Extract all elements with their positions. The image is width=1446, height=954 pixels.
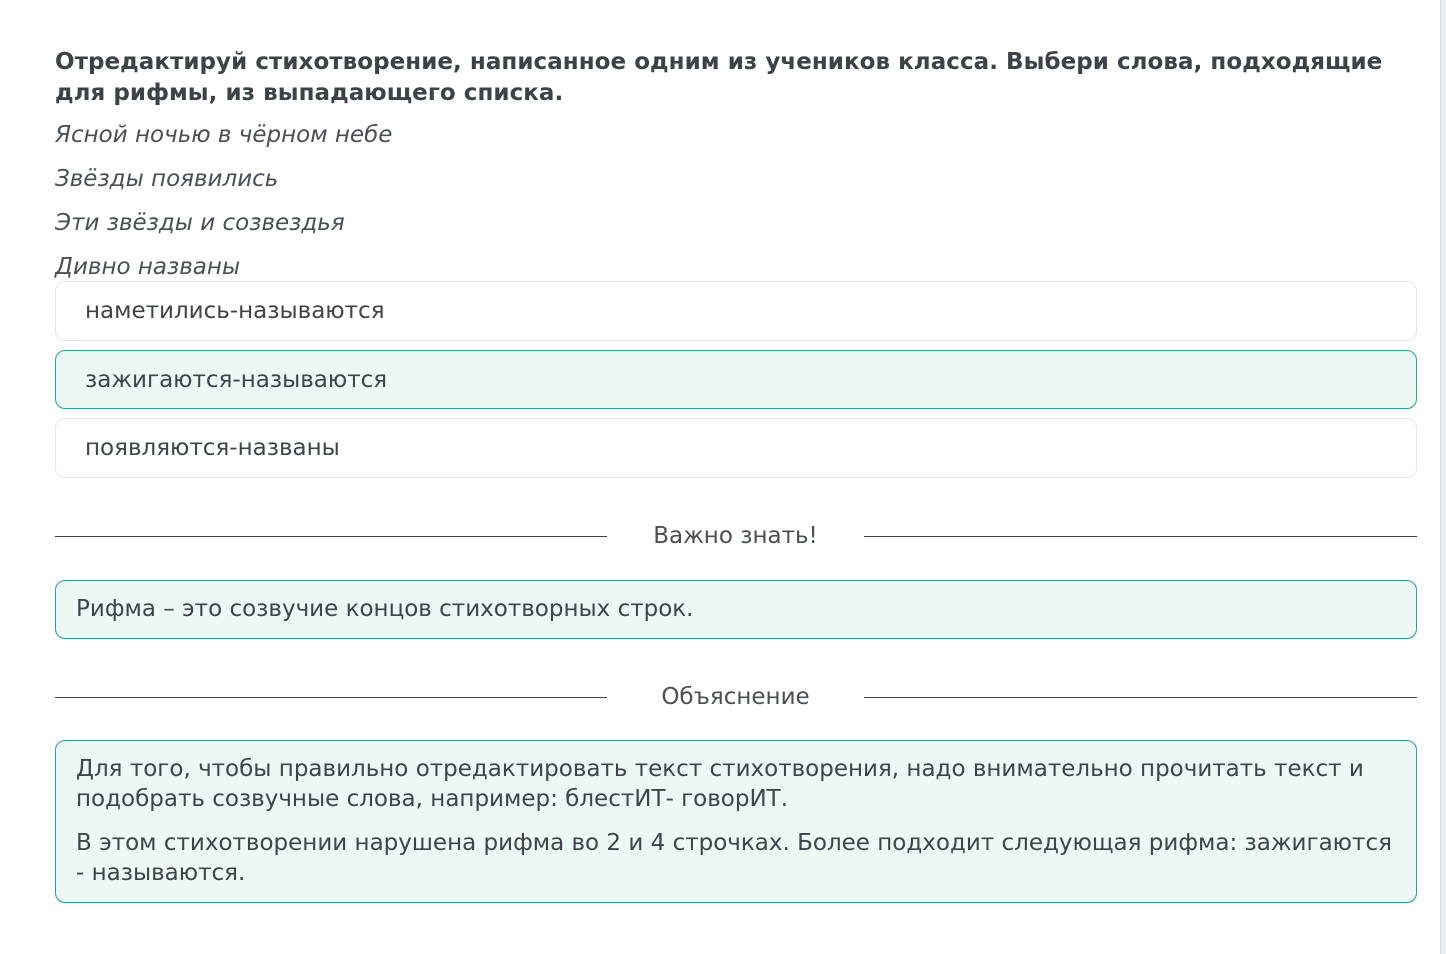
important-header — [55, 516, 1417, 556]
explanation-heading: Объяснение — [661, 684, 810, 710]
rhyme-definition-box — [55, 580, 1417, 639]
exercise-content — [55, 47, 1417, 903]
task-instruction: Отредактируй стихотворение, написанное одним из учеников класса. Выбери слова, подходящие для рифмы, из выпадающего списка. — [55, 49, 1383, 106]
divider-left — [55, 697, 607, 698]
answer-option-2-selected[interactable]: зажигаются-называются — [55, 350, 1417, 409]
answer-option-1[interactable]: наметились-называются — [55, 281, 1417, 341]
poem-line-4: Дивно названы — [55, 254, 241, 280]
poem-line-2: Звёзды появились — [55, 166, 279, 192]
divider-right — [864, 697, 1417, 698]
explanation-paragraph-1: Для того, чтобы правильно отредактировать текст стихотворения, надо внимательно прочитать текст и подобрать созвучные слова, например: блестИТ- говорИТ. — [76, 756, 1364, 812]
answer-option-3[interactable]: появляются-названы — [55, 418, 1417, 478]
divider-left — [55, 536, 607, 537]
explanation-paragraph-2: В этом стихотворении нарушена рифма во 2 и 4 строчках. Более подходит следующая рифма: зажигаются - называются. — [76, 830, 1392, 886]
explanation-header — [55, 677, 1417, 717]
divider-right — [864, 536, 1417, 537]
poem-line-3: Эти звёзды и созвездья — [55, 210, 345, 236]
explanation-box — [55, 740, 1417, 903]
rhyme-definition-text: Рифма – это созвучие концов стихотворных строк. — [76, 596, 694, 622]
important-heading: Важно знать! — [653, 523, 818, 549]
scrollbar-track[interactable] — [1440, 0, 1446, 954]
answer-dropdown-list — [55, 281, 1417, 478]
poem — [55, 121, 1417, 283]
poem-line-1: Ясной ночью в чёрном небе — [55, 122, 393, 148]
